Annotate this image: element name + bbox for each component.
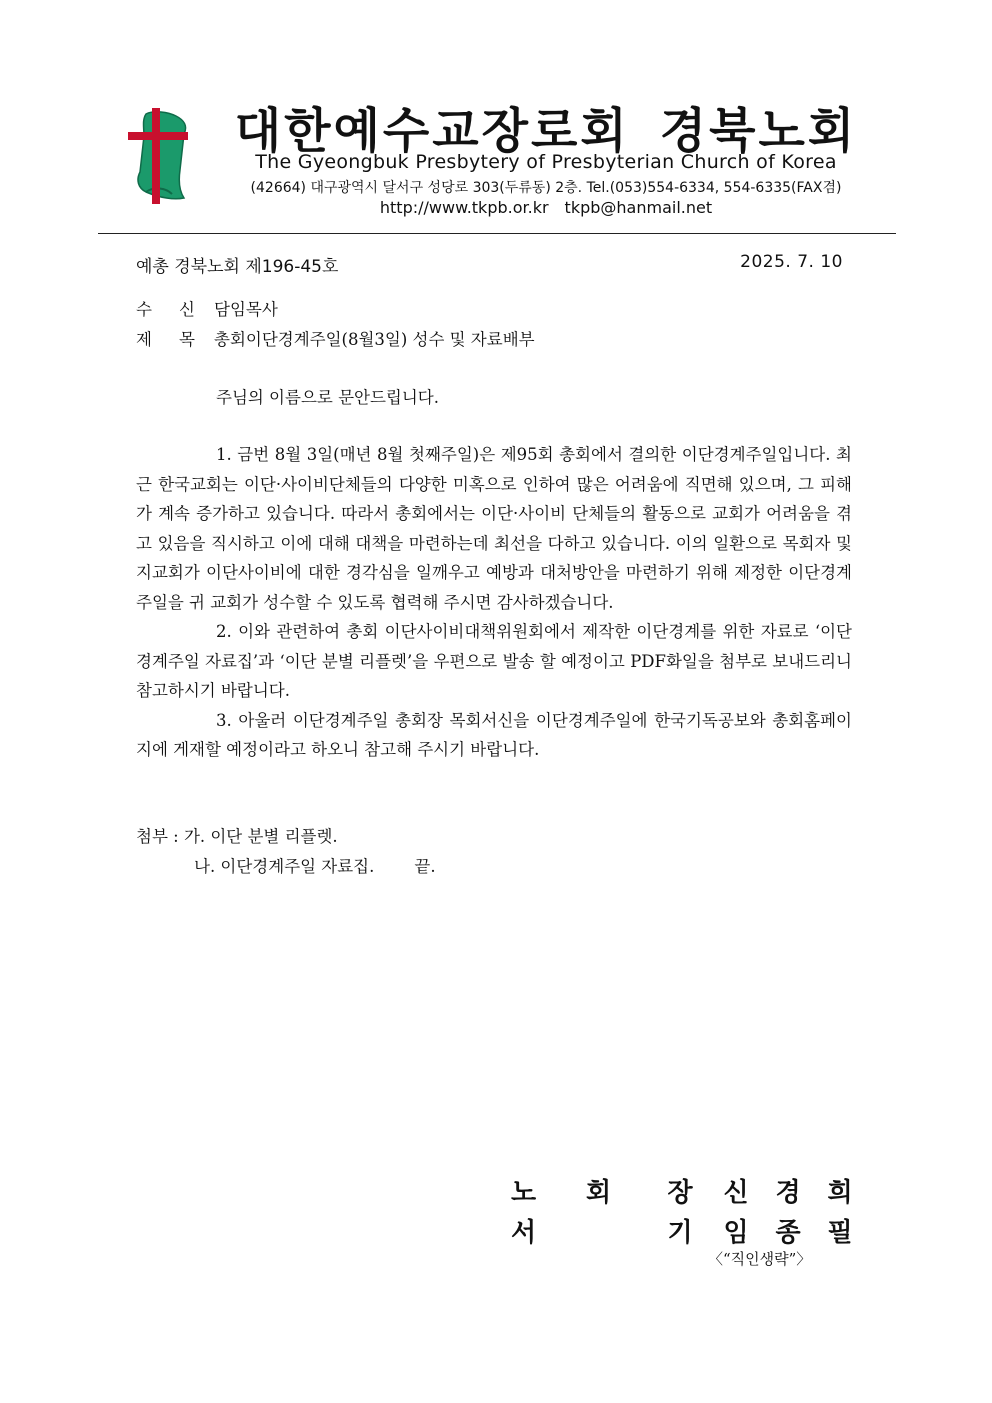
sig-char: 회 xyxy=(585,1178,612,1208)
org-name-ko-2: 경북노회 xyxy=(659,103,858,159)
recipient-value: 담임목사 xyxy=(214,300,278,319)
paragraph-2: 2. 이와 관련하여 총회 이단사이비대책위원회에서 제작한 이단경계를 위한 자료로 ‘이단경계주일 자료집’과 ‘이단 분별 리플렛’을 우편으로 발송 할 예정이고 PDF화일을 첨부로 보내드리니 참고하시기 바랍니다. xyxy=(136,622,852,700)
attachment-row-1 xyxy=(136,822,436,852)
subject-row xyxy=(136,326,535,350)
sig-char: 임 xyxy=(723,1218,749,1248)
subject-label: 제목 xyxy=(136,330,222,349)
org-contact xyxy=(0,198,992,217)
sig-char: 노 xyxy=(510,1178,537,1208)
website-link[interactable]: http://www.tkpb.or.kr xyxy=(379,198,549,217)
org-address: (42664) 대구광역시 달서구 성당로 303(두류동) 2층. Tel.(053)554-6334, 554-6335(FAX겸) xyxy=(250,180,842,196)
end-mark: 끝. xyxy=(414,857,436,876)
org-name-en: The Gyeongbuk Presbytery of Presbyterian Church of Korea xyxy=(255,151,837,173)
header-divider xyxy=(98,233,896,234)
sig-char: 장 xyxy=(667,1178,693,1208)
attachments xyxy=(136,822,436,882)
sig-char: 경 xyxy=(775,1178,801,1208)
recipient-row xyxy=(136,296,278,320)
document-date: 2025. 7. 10 xyxy=(740,252,843,272)
sig-char: 서 xyxy=(510,1218,537,1248)
attachment-item: 나. 이단경계주일 자료집. xyxy=(194,857,375,876)
recipient-label: 수신 xyxy=(136,300,222,319)
attachments-label: 첨부 : xyxy=(136,827,184,846)
signature-secretary xyxy=(486,1212,866,1249)
paragraph-3: 3. 아울러 이단경계주일 총회장 목회서신을 이단경계주일에 한국기독공보와 총회홈페이지에 게재할 예정이라고 하오니 참고해 주시기 바랍니다. xyxy=(136,710,852,759)
sig-char: 필 xyxy=(827,1218,853,1248)
signature-president xyxy=(486,1172,866,1209)
greeting: 주님의 이름으로 문안드립니다. xyxy=(216,388,439,407)
sig-char: 신 xyxy=(723,1178,749,1208)
document-body xyxy=(136,440,852,765)
document-number: 예총 경북노회 제196-45호 xyxy=(136,257,339,277)
org-name-ko-1: 대한예수교장로회 xyxy=(234,103,630,159)
sig-char: 기 xyxy=(667,1218,693,1248)
seal-omitted-note: 〈“직인생략”〉 xyxy=(708,1250,812,1268)
attachment-item: 가. 이단 분별 리플렛. xyxy=(183,827,338,846)
email-link[interactable]: tkpb@hanmail.net xyxy=(564,198,713,217)
attachment-row-2 xyxy=(136,852,436,882)
subject-value: 총회이단경계주일(8월3일) 성수 및 자료배부 xyxy=(214,330,535,349)
sig-char: 희 xyxy=(827,1178,853,1208)
paragraph-1: 1. 금번 8월 3일(매년 8월 첫째주일)은 제95회 총회에서 결의한 이단경계주일입니다. 최근 한국교회는 이단·사이비단체들의 다양한 미혹으로 인하여 많은 어려움에 직면해 있으며, 그 피해가 계속 증가하고 있습니다. 따라서 총회에서는 이단·사이비 단체들의 활동으로 교회가 어려움을 겪고 있음을 직시하고 이에 대해 대책을 마련하는데 최선을 다하고 있습니다. 이의 일환으로 목회자 및 지교회가 이단사이비에 대한 경각심을 일깨우고 예방과 대처방안을 마련하기 위해 제정한 이단경계주일을 귀 교회가 성수할 수 있도록 협력해 주시면 감사하겠습니다. xyxy=(136,445,852,612)
sig-char: 종 xyxy=(775,1218,801,1248)
